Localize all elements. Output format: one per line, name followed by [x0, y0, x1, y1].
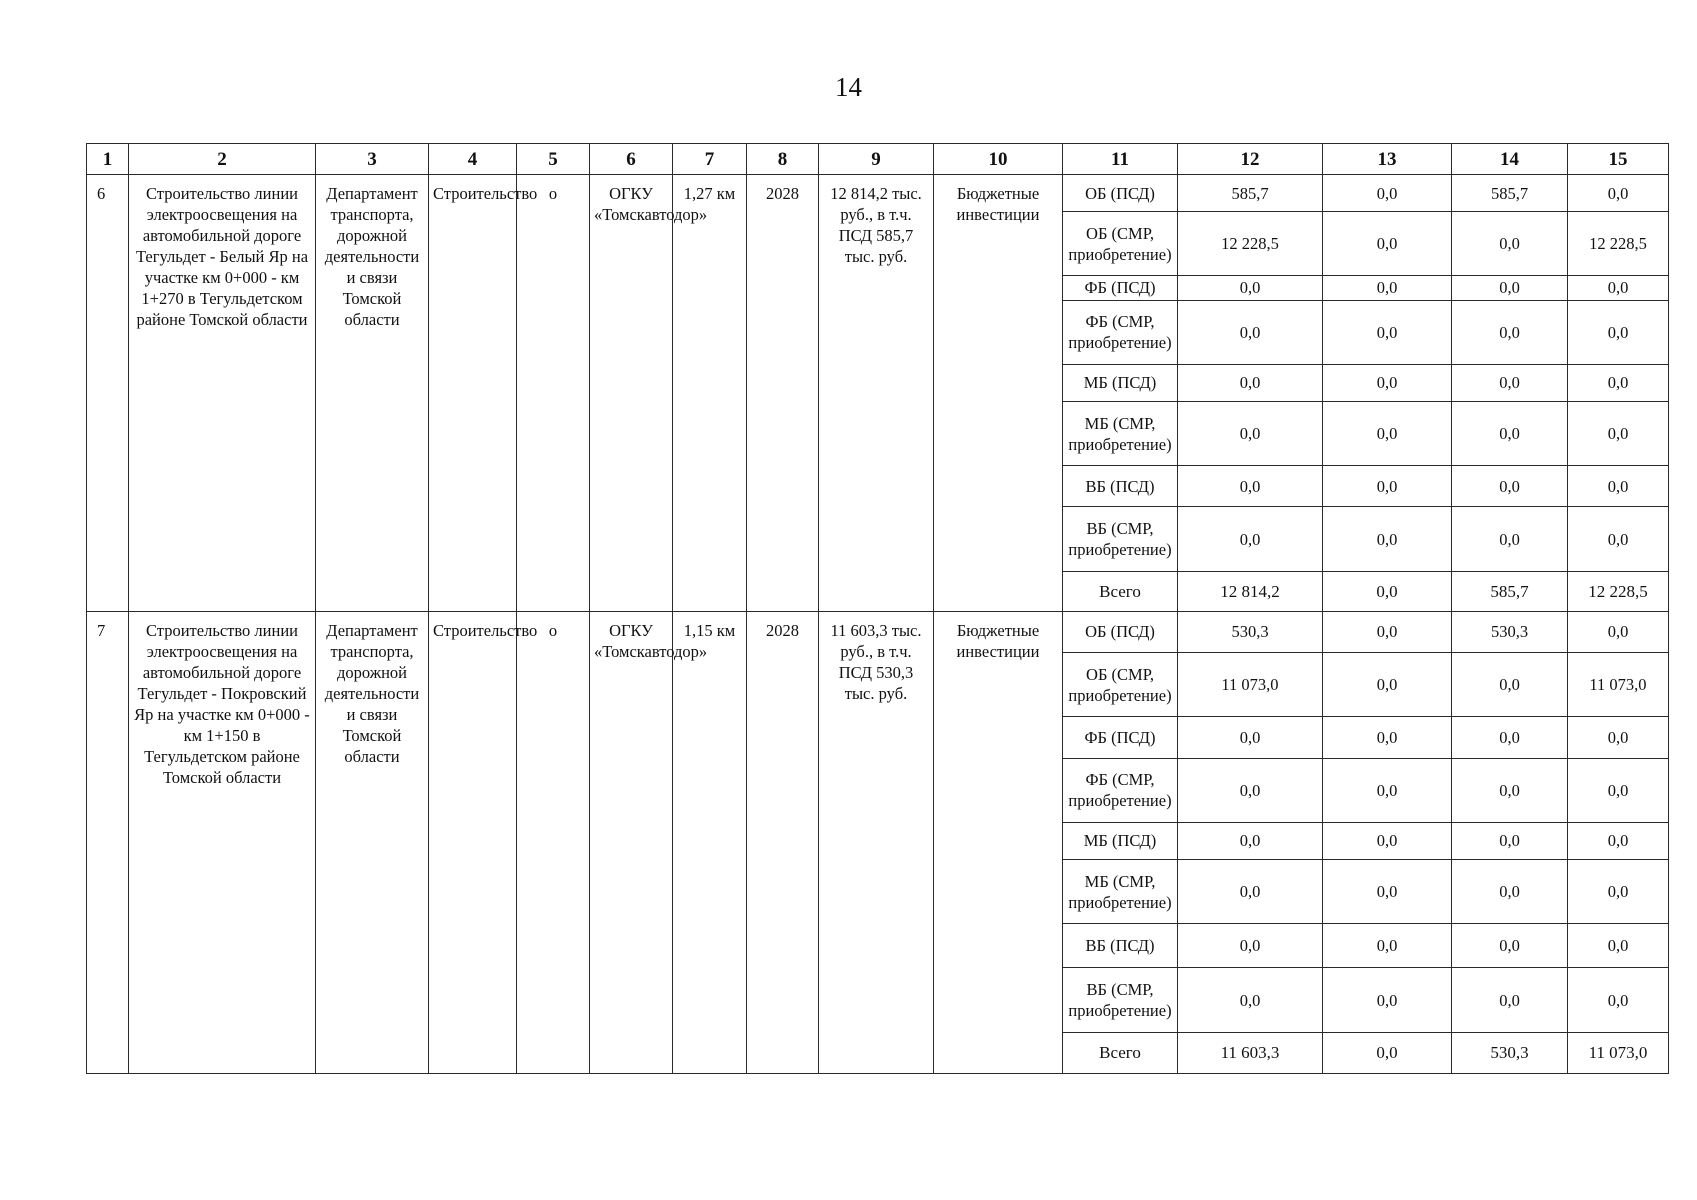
- amount-13: 0,0: [1323, 611, 1452, 652]
- amount-15: 0,0: [1568, 364, 1669, 401]
- column-header: 15: [1568, 144, 1669, 175]
- record-number: 7: [87, 611, 129, 1073]
- amount-13: 0,0: [1323, 276, 1452, 300]
- amount-12: 530,3: [1178, 611, 1323, 652]
- amount-13: 0,0: [1323, 822, 1452, 859]
- work-type: Строительство: [429, 175, 517, 612]
- amount-14: 0,0: [1452, 758, 1568, 822]
- amount-15: 0,0: [1568, 300, 1669, 364]
- page-number: 14: [835, 72, 862, 102]
- amount-14: 0,0: [1452, 717, 1568, 758]
- amount-14: 530,3: [1452, 611, 1568, 652]
- amount-15: 12 228,5: [1568, 571, 1669, 611]
- amount-15: 0,0: [1568, 717, 1669, 758]
- funding-source: ФБ (ПСД): [1063, 717, 1178, 758]
- col5-mark: о: [517, 175, 590, 612]
- funding-source: ФБ (СМР, приобретение): [1063, 300, 1178, 364]
- record-number: 6: [87, 175, 129, 612]
- amount-14: 0,0: [1452, 276, 1568, 300]
- amount-13: 0,0: [1323, 175, 1452, 212]
- amount-13: 0,0: [1323, 1032, 1452, 1073]
- funding-source: МБ (ПСД): [1063, 822, 1178, 859]
- column-header: 4: [429, 144, 517, 175]
- amount-13: 0,0: [1323, 401, 1452, 465]
- amount-15: 11 073,0: [1568, 653, 1669, 717]
- object-name: Строительство линии электроосвещения на автомобильной дороге Тегульдет - Белый Яр на участке км 0+000 - км 1+270 в Тегульдетском районе Томской области: [129, 175, 316, 612]
- amount-14: 0,0: [1452, 653, 1568, 717]
- investment-type: Бюджетные инвестиции: [934, 175, 1063, 612]
- amount-13: 0,0: [1323, 968, 1452, 1032]
- funding-source: МБ (СМР, приобретение): [1063, 401, 1178, 465]
- funding-source: Всего: [1063, 1032, 1178, 1073]
- funding-source: ОБ (ПСД): [1063, 611, 1178, 652]
- column-header: 8: [747, 144, 819, 175]
- table-row: [87, 175, 1669, 212]
- amount-14: 0,0: [1452, 466, 1568, 507]
- column-header: 1: [87, 144, 129, 175]
- amount-12: 0,0: [1178, 364, 1323, 401]
- amount-14: 0,0: [1452, 507, 1568, 571]
- funding-source: ОБ (СМР, приобретение): [1063, 212, 1178, 276]
- amount-12: 0,0: [1178, 968, 1323, 1032]
- object-length: 1,27 км: [673, 175, 747, 612]
- amount-13: 0,0: [1323, 364, 1452, 401]
- object-length: 1,15 км: [673, 611, 747, 1073]
- amount-15: 0,0: [1568, 401, 1669, 465]
- amount-14: 585,7: [1452, 571, 1568, 611]
- funding-source: ВБ (СМР, приобретение): [1063, 507, 1178, 571]
- responsible-department: Департамент транспорта, дорожной деятельности и связи Томской области: [316, 611, 429, 1073]
- amount-15: 0,0: [1568, 507, 1669, 571]
- amount-12: 0,0: [1178, 401, 1323, 465]
- amount-15: 0,0: [1568, 758, 1669, 822]
- funding-source: Всего: [1063, 571, 1178, 611]
- amount-14: 0,0: [1452, 924, 1568, 968]
- amount-12: 0,0: [1178, 859, 1323, 923]
- amount-14: 530,3: [1452, 1032, 1568, 1073]
- col5-mark: о: [517, 611, 590, 1073]
- completion-year: 2028: [747, 611, 819, 1073]
- amount-13: 0,0: [1323, 859, 1452, 923]
- amount-12: 11 073,0: [1178, 653, 1323, 717]
- column-header: 3: [316, 144, 429, 175]
- amount-13: 0,0: [1323, 507, 1452, 571]
- amount-12: 0,0: [1178, 822, 1323, 859]
- header-row: [87, 144, 1669, 175]
- amount-12: 0,0: [1178, 276, 1323, 300]
- amount-12: 0,0: [1178, 507, 1323, 571]
- investment-type: Бюджетные инвестиции: [934, 611, 1063, 1073]
- amount-12: 0,0: [1178, 300, 1323, 364]
- column-header: 12: [1178, 144, 1323, 175]
- funding-source: ВБ (ПСД): [1063, 924, 1178, 968]
- amount-15: 0,0: [1568, 924, 1669, 968]
- column-header: 2: [129, 144, 316, 175]
- funding-source: ОБ (ПСД): [1063, 175, 1178, 212]
- amount-15: 12 228,5: [1568, 212, 1669, 276]
- funding-source: МБ (ПСД): [1063, 364, 1178, 401]
- amount-13: 0,0: [1323, 924, 1452, 968]
- amount-15: 0,0: [1568, 611, 1669, 652]
- amount-15: 11 073,0: [1568, 1032, 1669, 1073]
- amount-14: 0,0: [1452, 364, 1568, 401]
- amount-12: 12 814,2: [1178, 571, 1323, 611]
- amount-12: 12 228,5: [1178, 212, 1323, 276]
- column-header: 7: [673, 144, 747, 175]
- amount-15: 0,0: [1568, 968, 1669, 1032]
- amount-12: 0,0: [1178, 924, 1323, 968]
- amount-14: 0,0: [1452, 300, 1568, 364]
- object-name: Строительство линии электроосвещения на автомобильной дороге Тегульдет - Покровский Яр на участке км 0+000 - км 1+150 в Тегульдетском районе Томской области: [129, 611, 316, 1073]
- amount-12: 0,0: [1178, 717, 1323, 758]
- total-cost: 12 814,2 тыс. руб., в т.ч. ПСД 585,7 тыс. руб.: [819, 175, 934, 612]
- amount-13: 0,0: [1323, 571, 1452, 611]
- investment-table: [86, 143, 1669, 1074]
- work-type: Строительство: [429, 611, 517, 1073]
- funding-source: ВБ (СМР, приобретение): [1063, 968, 1178, 1032]
- amount-14: 585,7: [1452, 175, 1568, 212]
- amount-12: 0,0: [1178, 466, 1323, 507]
- amount-15: 0,0: [1568, 276, 1669, 300]
- funding-source: МБ (СМР, приобретение): [1063, 859, 1178, 923]
- funding-source: ФБ (ПСД): [1063, 276, 1178, 300]
- amount-13: 0,0: [1323, 466, 1452, 507]
- column-header: 14: [1452, 144, 1568, 175]
- amount-13: 0,0: [1323, 758, 1452, 822]
- funding-source: ОБ (СМР, приобретение): [1063, 653, 1178, 717]
- amount-12: 0,0: [1178, 758, 1323, 822]
- amount-15: 0,0: [1568, 175, 1669, 212]
- column-header: 11: [1063, 144, 1178, 175]
- customer: ОГКУ «Томскавтодор»: [590, 175, 673, 612]
- column-header: 5: [517, 144, 590, 175]
- amount-13: 0,0: [1323, 653, 1452, 717]
- funding-source: ВБ (ПСД): [1063, 466, 1178, 507]
- column-header: 6: [590, 144, 673, 175]
- amount-12: 11 603,3: [1178, 1032, 1323, 1073]
- column-header: 13: [1323, 144, 1452, 175]
- completion-year: 2028: [747, 175, 819, 612]
- amount-15: 0,0: [1568, 822, 1669, 859]
- amount-13: 0,0: [1323, 717, 1452, 758]
- amount-13: 0,0: [1323, 212, 1452, 276]
- amount-12: 585,7: [1178, 175, 1323, 212]
- amount-15: 0,0: [1568, 859, 1669, 923]
- column-header: 9: [819, 144, 934, 175]
- amount-14: 0,0: [1452, 859, 1568, 923]
- total-cost: 11 603,3 тыс. руб., в т.ч. ПСД 530,3 тыс. руб.: [819, 611, 934, 1073]
- amount-14: 0,0: [1452, 401, 1568, 465]
- amount-14: 0,0: [1452, 212, 1568, 276]
- responsible-department: Департамент транспорта, дорожной деятельности и связи Томской области: [316, 175, 429, 612]
- customer: ОГКУ «Томскавтодор»: [590, 611, 673, 1073]
- amount-14: 0,0: [1452, 968, 1568, 1032]
- table-row: [87, 611, 1669, 652]
- funding-source: ФБ (СМР, приобретение): [1063, 758, 1178, 822]
- amount-14: 0,0: [1452, 822, 1568, 859]
- column-header: 10: [934, 144, 1063, 175]
- amount-13: 0,0: [1323, 300, 1452, 364]
- amount-15: 0,0: [1568, 466, 1669, 507]
